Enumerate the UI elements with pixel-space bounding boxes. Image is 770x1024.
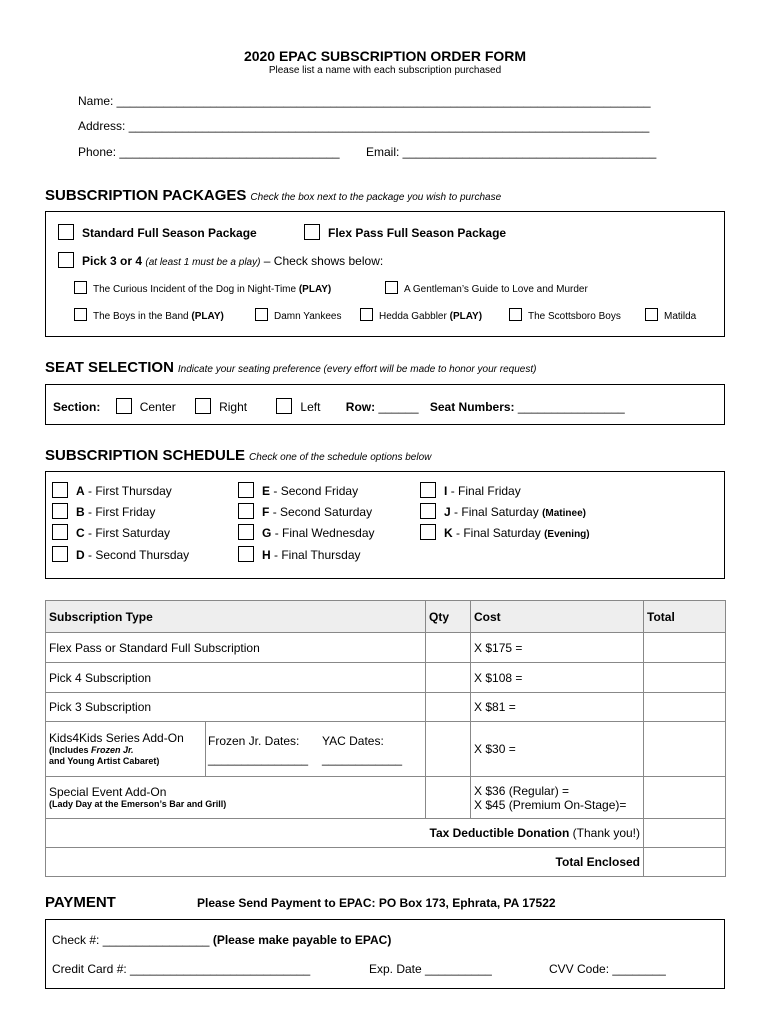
row-cost: X $30 = [471, 722, 644, 777]
schedule-letter: B [76, 505, 85, 519]
schedule-checkbox[interactable] [238, 482, 254, 498]
schedule-text: - Second Saturday [272, 505, 373, 519]
schedule-option-g[interactable] [238, 524, 375, 540]
schedule-letter: F [262, 505, 270, 519]
row-total[interactable] [644, 722, 726, 777]
schedule-checkbox[interactable] [238, 503, 254, 519]
schedule-text: - Final Thursday [274, 548, 361, 562]
schedule-letter: A [76, 484, 85, 498]
schedule-extra: (Matinee) [542, 508, 586, 519]
subscription-table [45, 600, 726, 877]
show-hedda-checkbox[interactable] [360, 308, 373, 321]
row-input[interactable]: ______ [378, 400, 419, 414]
schedule-heading [45, 447, 431, 464]
schedule-checkbox[interactable] [52, 482, 68, 498]
schedule-heading-text: SUBSCRIPTION SCHEDULE [45, 447, 246, 464]
schedule-letter: H [262, 548, 271, 562]
schedule-note: Check one of the schedule options below [249, 452, 432, 463]
row-cost: X $81 = [471, 693, 644, 722]
schedule-option-a[interactable] [52, 482, 172, 498]
donation-label-text: Tax Deductible Donation [429, 826, 570, 840]
show-boys-checkbox[interactable] [74, 308, 87, 321]
schedule-checkbox[interactable] [52, 503, 68, 519]
show-yankees-label: Damn Yankees [274, 311, 342, 322]
schedule-text: - Final Friday [450, 484, 521, 498]
show-curious-label: The Curious Incident of the Dog in Night-Time [93, 284, 297, 295]
schedule-option-k[interactable] [420, 524, 590, 540]
frozen-dates-input[interactable]: _______________ [208, 752, 309, 766]
phone-field[interactable]: Phone: _________________________________ [78, 145, 340, 159]
schedule-checkbox[interactable] [420, 524, 436, 540]
schedule-text: - Second Thursday [88, 548, 190, 562]
schedule-checkbox[interactable] [238, 546, 254, 562]
donation-row [46, 819, 726, 848]
seat-center-option[interactable] [116, 400, 176, 414]
payment-heading: PAYMENT [45, 894, 116, 911]
schedule-text: - Second Friday [273, 484, 359, 498]
special-cost-regular: X $36 (Regular) = [474, 783, 570, 798]
row-cost: X $108 = [471, 663, 644, 693]
show-hedda-label: Hedda Gabbler [379, 311, 447, 322]
schedule-text: - First Saturday [88, 526, 171, 540]
schedule-checkbox[interactable] [52, 524, 68, 540]
table-row [46, 693, 726, 722]
show-scottsboro-label: The Scottsboro Boys [528, 311, 621, 322]
row-type [46, 722, 206, 777]
kids-includes-prefix: (Includes [49, 745, 89, 755]
schedule-text: - Final Saturday [454, 505, 539, 519]
page-subtitle: Please list a name with each subscription purchased [268, 65, 502, 76]
seat-left-option[interactable] [276, 400, 320, 414]
standard-package-checkbox[interactable] [58, 224, 74, 240]
row-type: Pick 3 Subscription [46, 693, 426, 722]
row-label: Row: [345, 400, 376, 414]
schedule-text: - Final Wednesday [274, 526, 375, 540]
seat-numbers-label: Seat Numbers: [429, 400, 515, 414]
standard-package-label: Standard Full Season Package [82, 226, 257, 240]
table-header-row [46, 601, 726, 633]
packages-heading [45, 187, 501, 204]
donation-amount[interactable] [644, 819, 726, 848]
schedule-checkbox[interactable] [52, 546, 68, 562]
header-cost: Cost [471, 601, 644, 633]
row-total[interactable] [644, 777, 726, 819]
schedule-text: - Final Saturday [456, 526, 541, 540]
donation-label [46, 819, 644, 848]
flex-package-label: Flex Pass Full Season Package [328, 226, 507, 240]
total-row [46, 848, 726, 877]
pick-package-suffix: – Check shows below: [263, 254, 384, 268]
kids-includes-italic: Frozen Jr. [91, 745, 134, 755]
show-matilda-checkbox[interactable] [645, 308, 658, 321]
kids-includes [49, 745, 202, 756]
pick-package-checkbox[interactable] [58, 252, 74, 268]
cvv-field[interactable]: CVV Code: ________ [549, 962, 666, 976]
page-title: 2020 EPAC SUBSCRIPTION ORDER FORM [243, 48, 527, 64]
packages-note: Check the box next to the package you wish to purchase [250, 192, 502, 203]
show-hedda-option[interactable] [360, 308, 482, 322]
seat-numbers-input[interactable]: ________________ [517, 400, 625, 414]
yac-dates-label: YAC Dates: [322, 734, 384, 748]
header-type: Subscription Type [46, 601, 426, 633]
seat-heading-text: SEAT SELECTION [45, 359, 174, 376]
schedule-checkbox[interactable] [238, 524, 254, 540]
seat-left-checkbox[interactable] [276, 398, 292, 414]
seat-right-checkbox[interactable] [195, 398, 211, 414]
seat-center-label: Center [139, 400, 176, 414]
pick-package-label: Pick 3 or 4 [82, 254, 143, 268]
schedule-text: - First Thursday [88, 484, 172, 498]
kids-type-label: Kids4Kids Series Add-On [49, 731, 184, 745]
payment-box [45, 919, 725, 989]
show-matilda-label: Matilda [664, 311, 697, 322]
flex-package-option[interactable] [304, 224, 506, 240]
credit-card-field[interactable]: Credit Card #: ___________________________ [52, 962, 311, 976]
kids-includes-line2: and Young Artist Cabaret) [49, 756, 160, 766]
show-yankees-checkbox[interactable] [255, 308, 268, 321]
payment-address: Please Send Payment to EPAC: PO Box 173, Ephrata, PA 17522 [197, 896, 556, 910]
table-row [46, 633, 726, 663]
seat-heading [45, 359, 536, 376]
schedule-option-e[interactable] [238, 482, 358, 498]
row-qty[interactable] [426, 693, 471, 722]
show-matilda-option[interactable] [645, 308, 696, 322]
check-note: (Please make payable to EPAC) [212, 933, 392, 947]
show-curious-option[interactable] [74, 281, 331, 295]
schedule-letter: I [444, 484, 448, 498]
show-yankees-option[interactable] [255, 308, 341, 322]
schedule-option-f[interactable] [238, 503, 372, 519]
table-row [46, 777, 726, 819]
schedule-option-b[interactable] [52, 503, 155, 519]
schedule-letter: K [444, 526, 453, 540]
schedule-letter: E [262, 484, 271, 498]
schedule-extra: (Evening) [544, 529, 590, 540]
special-type-sub: (Lady Day at the Emerson’s Bar and Grill) [49, 799, 227, 809]
seat-left-label: Left [300, 400, 321, 414]
total-enclosed-amount[interactable] [644, 848, 726, 877]
schedule-letter: G [262, 526, 272, 540]
seat-center-checkbox[interactable] [116, 398, 132, 414]
row-total[interactable] [644, 693, 726, 722]
address-field[interactable]: Address: ______________________________________________________________________________ [78, 119, 650, 133]
row-qty[interactable] [426, 722, 471, 777]
show-boys-option[interactable] [74, 308, 224, 322]
section-label: Section: [53, 400, 101, 414]
play-tag: (PLAY) [298, 284, 332, 295]
schedule-letter: D [76, 548, 85, 562]
seat-row [53, 398, 625, 414]
seat-note: Indicate your seating preference (every effort will be made to honor your request) [177, 364, 537, 375]
row-total[interactable] [644, 633, 726, 663]
special-cost-premium: X $45 (Premium On-Stage)= [474, 797, 627, 812]
kids-dates [206, 722, 426, 777]
row-total[interactable] [644, 663, 726, 693]
special-type-label: Special Event Add-On [49, 785, 167, 799]
play-tag: (PLAY) [191, 311, 224, 322]
header-total: Total [644, 601, 726, 633]
show-gentleman-option[interactable] [385, 281, 588, 295]
name-field[interactable]: Name: ________________________________________________________________________________ [78, 94, 651, 108]
schedule-checkbox[interactable] [420, 503, 436, 519]
show-gentleman-checkbox[interactable] [385, 281, 398, 294]
yac-dates-input[interactable]: ____________ [322, 752, 403, 766]
seat-right-label: Right [219, 400, 248, 414]
total-enclosed-label: Total Enclosed [46, 848, 644, 877]
row-cost: X $175 = [471, 633, 644, 663]
header-qty: Qty [426, 601, 471, 633]
show-curious-checkbox[interactable] [74, 281, 87, 294]
schedule-letter: C [76, 526, 85, 540]
show-scottsboro-checkbox[interactable] [509, 308, 522, 321]
exp-date-field[interactable]: Exp. Date __________ [369, 962, 492, 976]
schedule-option-h[interactable] [238, 546, 361, 562]
row-cost [471, 777, 644, 819]
pick-package-option[interactable] [58, 252, 383, 268]
packages-heading-text: SUBSCRIPTION PACKAGES [45, 187, 247, 204]
frozen-dates-label: Frozen Jr. Dates: [208, 734, 300, 748]
row-type: Pick 4 Subscription [46, 663, 426, 693]
standard-package-option[interactable] [58, 224, 257, 240]
schedule-option-i[interactable] [420, 482, 521, 498]
schedule-option-d[interactable] [52, 546, 189, 562]
schedule-option-j[interactable] [420, 503, 586, 519]
row-type [46, 777, 426, 819]
row-qty[interactable] [426, 633, 471, 663]
schedule-text: - First Friday [88, 505, 156, 519]
schedule-checkbox[interactable] [420, 482, 436, 498]
pick-package-note: (at least 1 must be a play) [145, 257, 261, 268]
donation-suffix: (Thank you!) [572, 826, 641, 840]
row-qty[interactable] [426, 663, 471, 693]
show-boys-label: The Boys in the Band [93, 311, 189, 322]
check-row [52, 933, 391, 947]
flex-package-checkbox[interactable] [304, 224, 320, 240]
email-field[interactable]: Email: ______________________________________ [366, 145, 657, 159]
table-row [46, 722, 726, 777]
schedule-option-c[interactable] [52, 524, 170, 540]
check-number-field[interactable]: Check #: ________________ [52, 933, 210, 947]
show-gentleman-label: A Gentleman’s Guide to Love and Murder [404, 284, 588, 295]
schedule-letter: J [444, 505, 451, 519]
row-type: Flex Pass or Standard Full Subscription [46, 633, 426, 663]
table-row [46, 663, 726, 693]
row-qty[interactable] [426, 777, 471, 819]
show-scottsboro-option[interactable] [509, 308, 621, 322]
seat-right-option[interactable] [195, 400, 247, 414]
play-tag: (PLAY) [449, 311, 483, 322]
